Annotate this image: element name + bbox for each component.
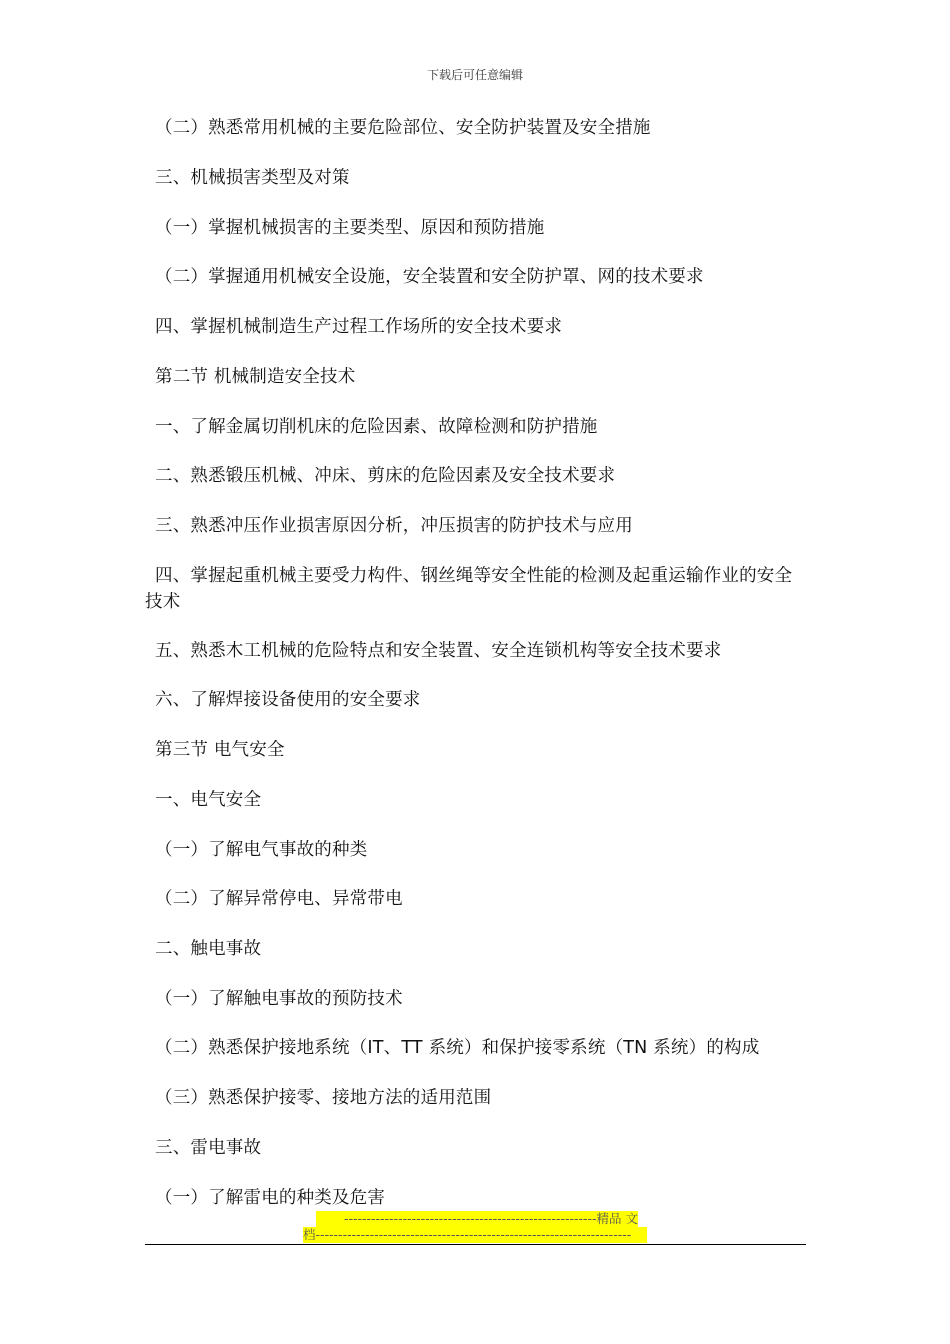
footer-highlight-line-1: --------------------------------------------------------精品 文 xyxy=(316,1211,638,1227)
outline-line-15: （一）了解电气事故的种类 xyxy=(155,840,368,860)
section-heading-3: 第三节 电气安全 xyxy=(155,740,285,760)
outline-line-18: （一）了解触电事故的预防技术 xyxy=(155,989,403,1009)
outline-line-2: 三、机械损害类型及对策 xyxy=(155,168,350,188)
footer-highlight-line-2: 档---------------------------------------------------------------------- xyxy=(303,1227,647,1243)
section-heading-2: 第二节 机械制造安全技术 xyxy=(155,367,356,387)
outline-line-4: （二）掌握通用机械安全设施，安全装置和安全防护罩、网的技术要求 xyxy=(155,267,704,287)
page-header: 下载后可任意编辑 xyxy=(426,68,523,82)
outline-line-14: 一、电气安全 xyxy=(155,790,262,810)
outline-line-10: 四、掌握起重机械主要受力构件、钢丝绳等安全性能的检测及起重运输作业的安全技术 xyxy=(145,566,793,612)
outline-line-11: 五、熟悉木工机械的危险特点和安全装置、安全连锁机构等安全技术要求 xyxy=(155,641,722,661)
outline-line-8: 二、熟悉锻压机械、冲床、剪床的危险因素及安全技术要求 xyxy=(155,466,616,486)
outline-line-7: 一、了解金属切削机床的危险因素、故障检测和防护措施 xyxy=(155,417,598,437)
outline-line-5: 四、掌握机械制造生产过程工作场所的安全技术要求 xyxy=(155,317,563,337)
outline-line-9: 三、熟悉冲压作业损害原因分析，冲压损害的防护技术与应用 xyxy=(155,516,633,536)
outline-line-16: （二）了解异常停电、异常带电 xyxy=(155,889,403,909)
outline-line-19: （二）熟悉保护接地系统（IT、TT 系统）和保护接零系统（TN 系统）的构成 xyxy=(155,1038,760,1058)
outline-line-20: （三）熟悉保护接零、接地方法的适用范围 xyxy=(155,1088,492,1108)
outline-line-1: （二）熟悉常用机械的主要危险部位、安全防护装置及安全措施 xyxy=(155,118,651,138)
footer-rule xyxy=(145,1244,806,1245)
outline-line-3: （一）掌握机械损害的主要类型、原因和预防措施 xyxy=(155,218,545,238)
outline-line-12: 六、了解焊接设备使用的安全要求 xyxy=(155,690,421,710)
outline-line-21: 三、雷电事故 xyxy=(155,1138,262,1158)
outline-line-17: 二、触电事故 xyxy=(155,939,262,959)
outline-line-22: （一）了解雷电的种类及危害 xyxy=(155,1188,386,1208)
